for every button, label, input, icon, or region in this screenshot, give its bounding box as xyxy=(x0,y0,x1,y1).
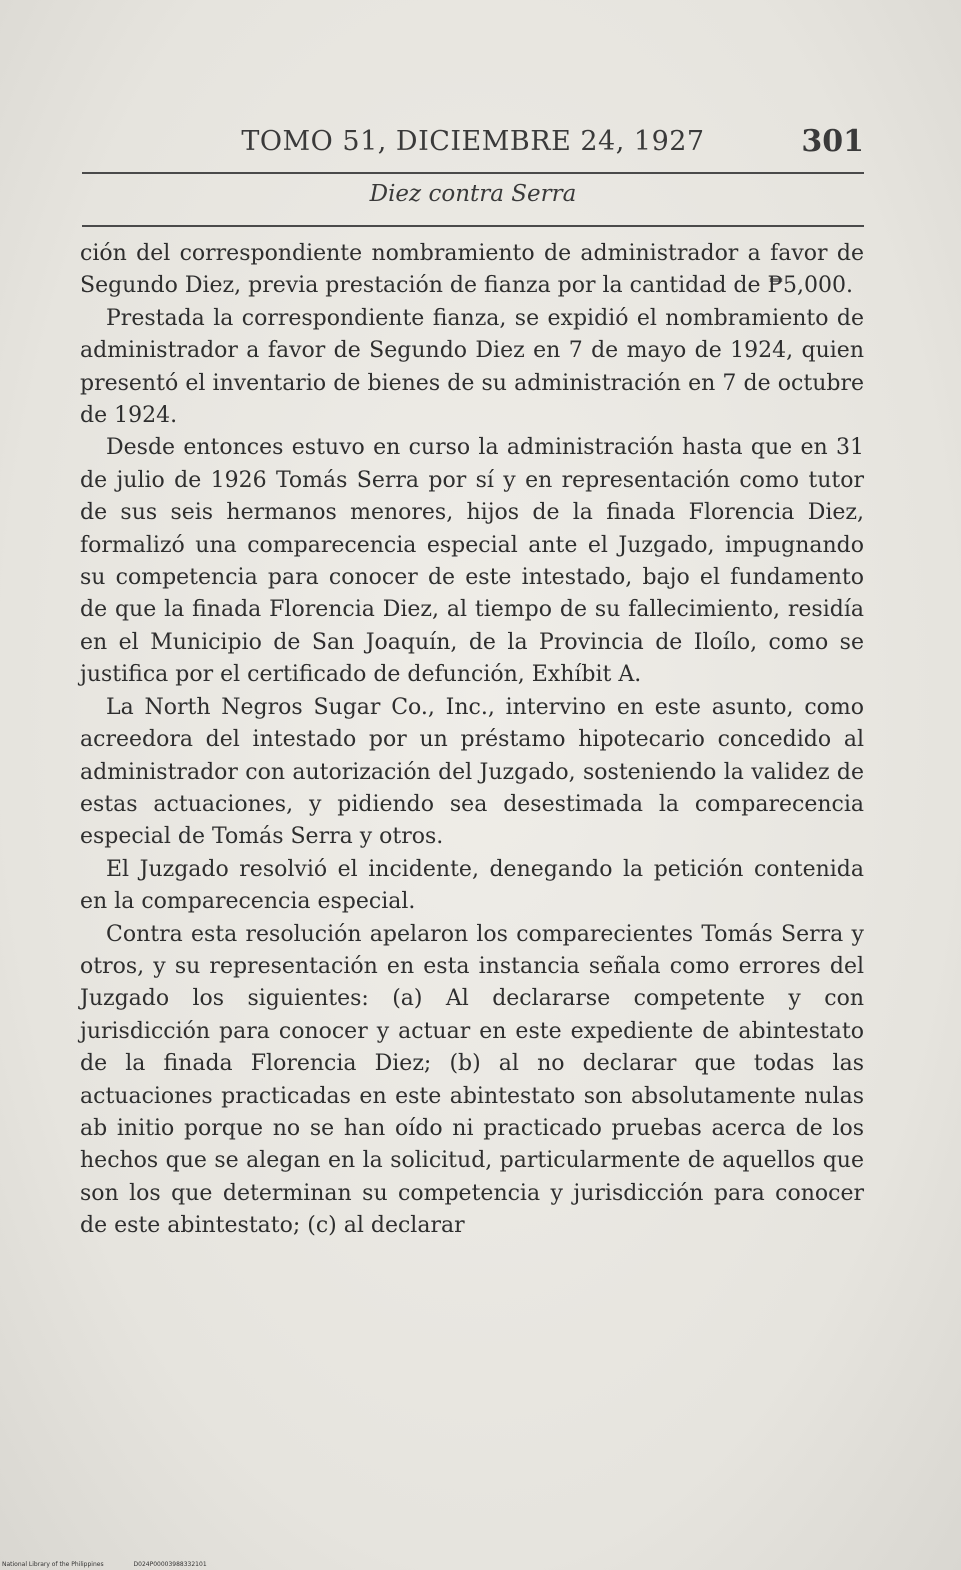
page-number: 301 xyxy=(801,124,864,159)
paragraph-2: Prestada la correspondiente fianza, se expidió el nombramiento de administrador a favor de Segundo Diez en 7 de mayo de 1924, quien presentó el inventario de bienes de su administración en 7 de octubre de 1924. xyxy=(80,305,864,429)
paragraph-3: Desde entonces estuvo en curso la administración hasta que en 31 de julio de 1926 Tomás Serra por sí y en representación como tutor de sus seis hermanos menores, hijos de la finada Florencia Diez, formalizó una comparecencia especial ante el Juzgado, impugnando su competencia para conocer de este intestado, bajo el fundamento de que la finada Florencia Diez, al tiempo de su fallecimiento, residía en el Municipio de San Joaquín, de la Provincia de Iloílo, como se justifica por el certificado de defunción, Exhíbit A. xyxy=(80,435,864,688)
header-rule-bottom xyxy=(82,225,864,227)
paragraph-5: El Juzgado resolvió el incidente, denegando la petición contenida en la comparecencia especial. xyxy=(80,856,864,915)
paragraph-1: ción del correspondiente nombramiento de administrador a favor de Segundo Diez, previa prestación de fianza por la cantidad de ₱5,000. xyxy=(80,241,864,299)
footer-code: D024P00003988332101 xyxy=(133,1561,207,1568)
page-header xyxy=(82,120,864,170)
scan-footer xyxy=(2,1561,235,1568)
paragraph-4: La North Negros Sugar Co., Inc., intervino en este asunto, como acreedora del intestado por un préstamo hipotecario concedido al administrador con autorización del Juzgado, sosteniendo la validez de estas actuaciones, y pidiendo sea desestimada la comparecencia especial de Tomás Serra y otros. xyxy=(80,694,864,850)
header-rule-top xyxy=(82,172,864,174)
footer-library: National Library of the Philippines xyxy=(2,1561,104,1568)
running-title: TOMO 51, DICIEMBRE 24, 1927 xyxy=(241,126,705,157)
paragraph-6: Contra esta resolución apelaron los comparecientes Tomás Serra y otros, y su representación en esta instancia señala como errores del Juzgado los siguientes: (a) Al declararse competente y con jurisdicción para conocer y actuar en este expediente de abintestato de la finada Florencia Diez; (b) al no declarar que todas las actuaciones practicadas en este abintestato son absolutamente nulas ab initio porque no se han oído ni practicado pruebas acerca de los hechos que se alegan en la solicitud, particularmente de aquellos que son los que determinan su competencia y jurisdicción para conocer de este abintestato; (c) al declarar xyxy=(80,921,864,1239)
body-text xyxy=(80,238,864,1243)
case-title: Diez contra Serra xyxy=(369,181,577,207)
